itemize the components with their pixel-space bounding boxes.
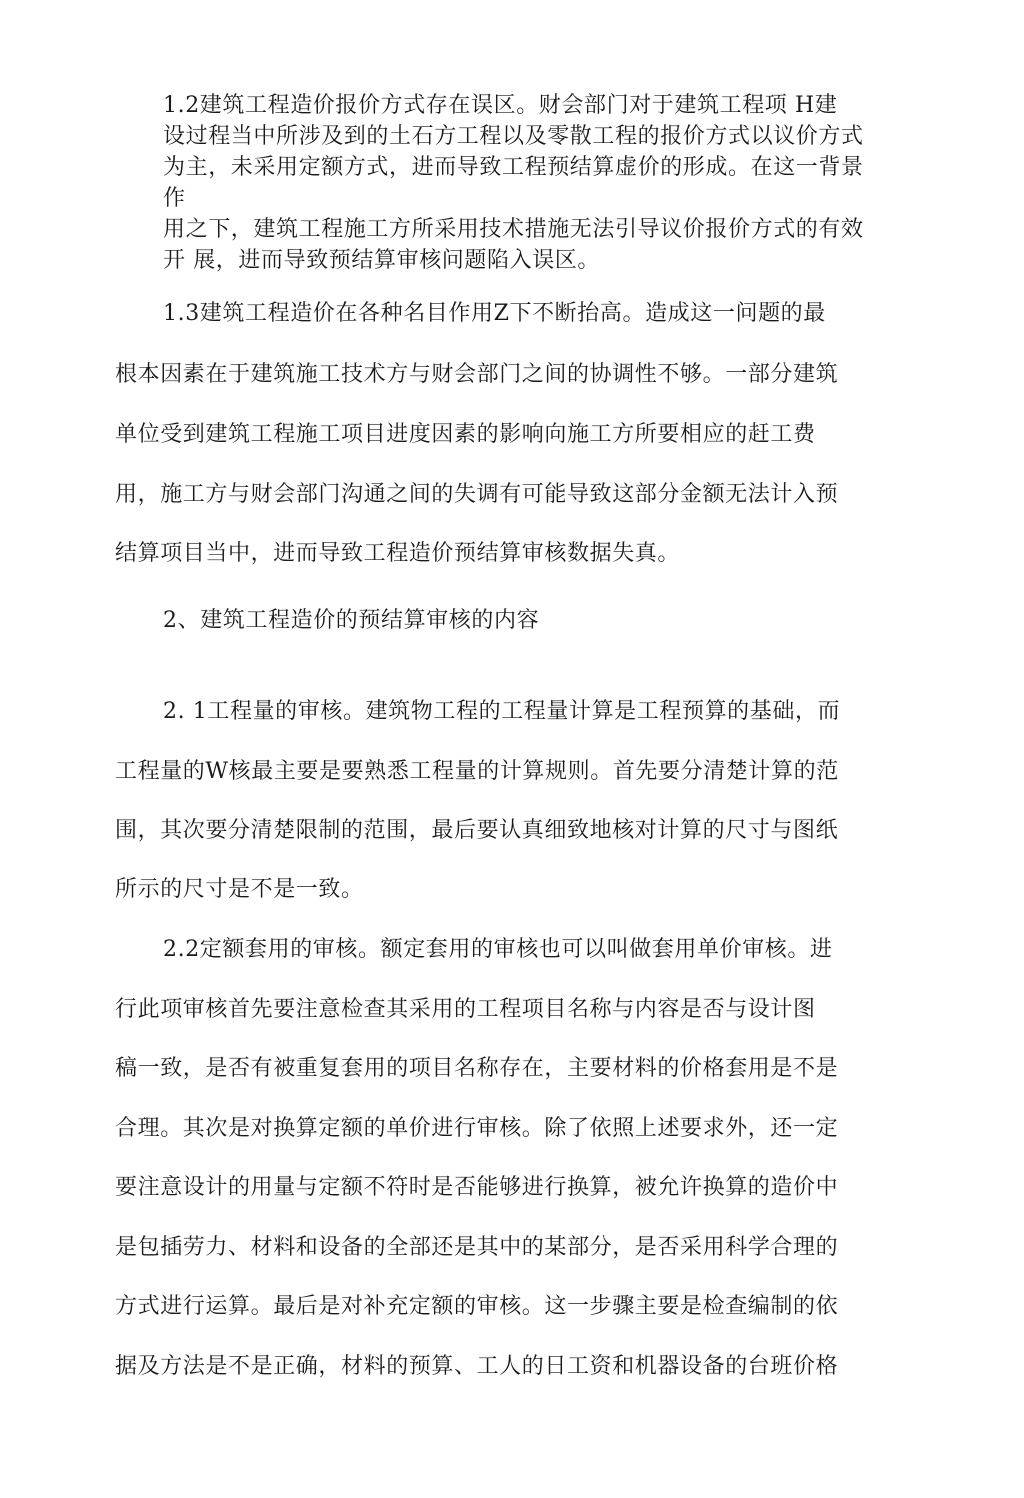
paragraph-line: 所示的尺寸是不是一致。 (115, 877, 364, 902)
paragraph-line: 工程量的W核最主要是要熟悉工程量的计算规则。首先要分清楚计算的范 (115, 759, 839, 784)
paragraph-line: 合理。其次是对换算定额的单价进行审核。除了依照上述要求外，还一定 (115, 1116, 839, 1141)
paragraph-line: 2.2定额套用的审核。额定套用的审核也可以叫做套用单价审核。进 (163, 937, 833, 962)
paragraph-line: 围，其次要分清楚限制的范围，最后要认真细致地核对计算的尺寸与图纸 (115, 818, 839, 843)
paragraph-line: 要注意设计的用量与定额不符时是否能够进行换算，被允许换算的造价中 (115, 1175, 839, 1200)
paragraph-line: 方式进行运算。最后是对补充定额的审核。这一步骤主要是检查编制的依 (115, 1294, 839, 1319)
paragraph-line: 开 展，进而导致预结算审核问题陷入误区。 (163, 248, 600, 273)
paragraph-line: 用之下，建筑工程施工方所采用技术措施无法引导议价报价方式的有效 (163, 217, 864, 242)
paragraph-line: 稿一致，是否有被重复套用的项目名称存在，主要材料的价格套用是不是 (115, 1056, 839, 1081)
paragraph-line: 行此项审核首先要注意检查其采用的工程项目名称与内容是否与设计图 (115, 997, 816, 1022)
paragraph-line: 单位受到建筑工程施工项目进度因素的影响向施工方所要相应的赶工费 (115, 422, 816, 447)
paragraph-line: 是包插劳力、材料和设备的全部还是其中的某部分，是否采用科学合理的 (115, 1235, 839, 1260)
paragraph-line: 设过程当中所涉及到的土石方工程以及零散工程的报价方式以议价方式 (163, 124, 864, 149)
paragraph-line: 1.3建筑工程造价在各种名目作用Z下不断抬高。造成这一问题的最 (163, 301, 826, 326)
paragraph-line: 作 (163, 186, 186, 211)
paragraph-line: 1.2建筑工程造价报价方式存在误区。财会部门对于建筑工程项 H建 (163, 93, 838, 118)
section-heading: 2、建筑工程造价的预结算审核的内容 (163, 608, 540, 633)
paragraph-line: 结算项目当中，进而导致工程造价预结算审核数据失真。 (115, 541, 681, 566)
paragraph-line: 用，施工方与财会部门沟通之间的失调有可能导致这部分金额无法计入预 (115, 482, 839, 507)
paragraph-line: 根本因素在于建筑施工技术方与财会部门之间的协调性不够。一部分建筑 (115, 362, 839, 387)
paragraph-line: 2. 1工程量的审核。建筑物工程的工程量计算是工程预算的基础，而 (163, 699, 841, 724)
paragraph-line: 为主，未采用定额方式，进而导致工程预结算虚价的形成。在这一背景 (163, 155, 864, 180)
paragraph-line: 据及方法是不是正确，材料的预算、工人的日工资和机器设备的台班价格 (115, 1354, 839, 1379)
